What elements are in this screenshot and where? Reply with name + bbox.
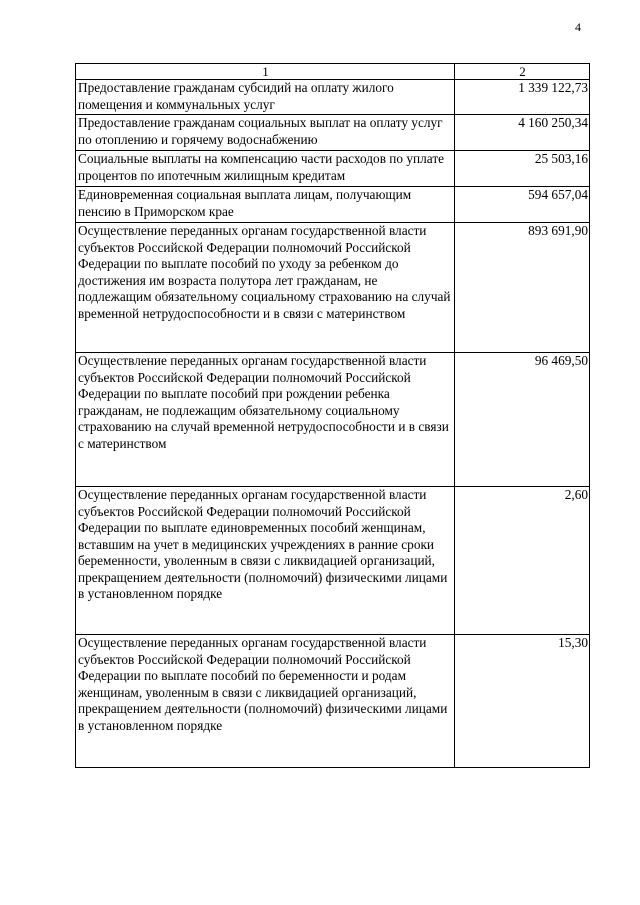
row-amount: 4 160 250,34 — [455, 115, 590, 151]
row-description: Осуществление переданных органам государственной власти субъектов Российской Федерации полномочий Российской Федерации по выплате пособий по беременности и родам женщинам, уволенным в связи с ликвидацией организаций, прекращением деятельности (полномочий) физическими лицами в установленном порядке — [76, 635, 455, 768]
row-description: Предоставление гражданам социальных выплат на оплату услуг по отоплению и горячему водоснабжению — [76, 115, 455, 151]
row-amount: 1 339 122,73 — [455, 80, 590, 115]
row-amount: 96 469,50 — [455, 353, 590, 487]
row-description: Социальные выплаты на компенсацию части расходов по уплате процентов по ипотечным жилищным кредитам — [76, 151, 455, 187]
row-description: Осуществление переданных органам государственной власти субъектов Российской Федерации полномочий Российской Федерации по выплате пособий по уходу за ребенком до достижения им возраста полутора лет гражданам, не подлежащим обязательному социальному страхованию на случай временной нетрудоспособности и в связи с материнством — [76, 223, 455, 353]
table-row — [76, 187, 590, 223]
expenditure-table — [75, 63, 590, 768]
table-row — [76, 80, 590, 115]
row-description: Осуществление переданных органам государственной власти субъектов Российской Федерации полномочий Российской Федерации по выплате пособий при рождении ребенка гражданам, не подлежащим обязательному социальному страхованию на случай временной нетрудоспособности и в связи с материнством — [76, 353, 455, 487]
table-row — [76, 487, 590, 635]
column-header-1: 1 — [76, 64, 455, 80]
table-row — [76, 151, 590, 187]
column-header-2: 2 — [455, 64, 590, 80]
row-amount: 893 691,90 — [455, 223, 590, 353]
row-description: Осуществление переданных органам государственной власти субъектов Российской Федерации полномочий Российской Федерации по выплате единовременных пособий женщинам, вставшим на учет в медицинских учреждениях в ранние сроки беременности, уволенным в связи с ликвидацией организаций, прекращением деятельности (полномочий) физическими лицами в установленном порядке — [76, 487, 455, 635]
table-row — [76, 223, 590, 353]
row-amount: 594 657,04 — [455, 187, 590, 223]
table-row — [76, 635, 590, 768]
row-amount: 15,30 — [455, 635, 590, 768]
row-amount: 25 503,16 — [455, 151, 590, 187]
table-row — [76, 115, 590, 151]
page-number: 4 — [575, 20, 581, 34]
row-amount: 2,60 — [455, 487, 590, 635]
table-header-row — [76, 64, 590, 80]
table-row — [76, 353, 590, 487]
row-description: Предоставление гражданам субсидий на оплату жилого помещения и коммунальных услуг — [76, 80, 455, 115]
row-description: Единовременная социальная выплата лицам, получающим пенсию в Приморском крае — [76, 187, 455, 223]
